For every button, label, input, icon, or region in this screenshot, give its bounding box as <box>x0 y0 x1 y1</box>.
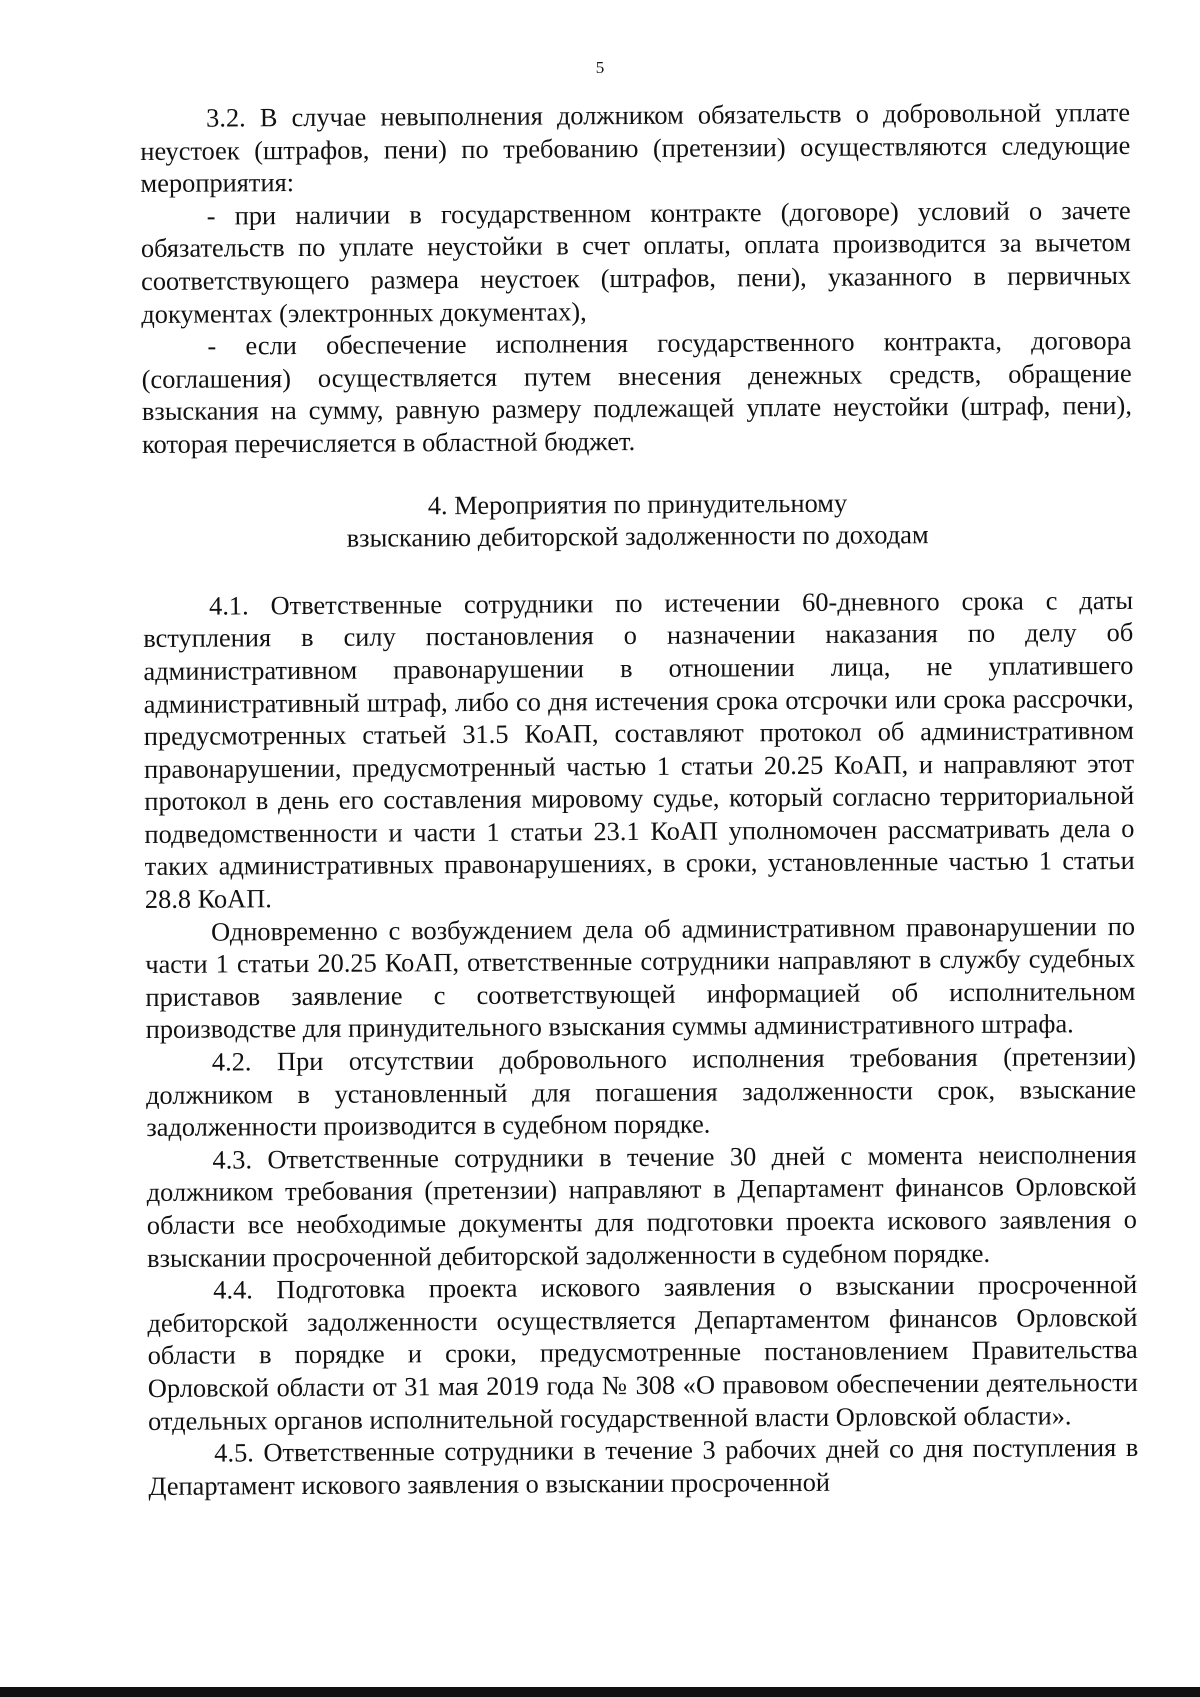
paragraph-3-2: 3.2. В случае невыполнения должником обязательств о добровольной уплате неустоек (штрафов, пени) по требованию (претензии) осуществляются следующие мероприятия: <box>140 96 1131 199</box>
scan-edge-rule <box>0 1687 1200 1697</box>
paragraph-4-1-continued: Одновременно с возбуждением дела об административном правонарушении по части 1 статьи 20.25 КоАП, ответственные сотрудники направляют в службу судебных приставов заявление с соответствующей информацией об исполнительном производстве для принудительного взыскания суммы административного штрафа. <box>145 910 1136 1045</box>
document-body <box>140 96 1139 1502</box>
paragraph-4-3: 4.3. Ответственные сотрудники в течение 30 дней с момента неисполнения должником требования (претензии) направляют в Департамент финансов Орловской области все необходимые документы для подготовки проекта искового заявления о взыскании просроченной дебиторской задолженности в судебном порядке. <box>146 1138 1137 1273</box>
paragraph-4-4: 4.4. Подготовка проекта искового заявления о взыскании просроченной дебиторской задолженности осуществляется Департаментом финансов Орловской области в порядке и сроки, предусмотренные постановлением Правительства Орловской области от 31 мая 2019 года № 308 «О правовом обеспечении деятельности отдельных органов исполнительной государственной власти Орловской области». <box>147 1269 1138 1436</box>
page-number: 5 <box>595 58 605 77</box>
section-4-heading-line-2: взысканию дебиторской задолженности по доходам <box>346 519 929 553</box>
paragraph-4-2: 4.2. При отсутствии добровольного исполнения требования (претензии) должником в установленный для погашения задолженности срок, взыскание задолженности производится в судебном порядке. <box>145 1040 1137 1143</box>
paragraph-4-5: 4.5. Ответственные сотрудники в течение 3 рабочих дней со дня поступления в Департамент искового заявления о взыскании просроченной <box>148 1432 1139 1501</box>
paragraph-4-1: 4.1. Ответственные сотрудники по истечении 60-дневного срока с даты вступления в силу постановления о назначении наказания по делу об административном правонарушении в отношении лица, не уплатившего административный штраф, либо со дня истечения срока отсрочки или срока рассрочки, предусмотренных статьей 31.5 КоАП, составляют протокол об административном правонарушении, предусмотренный частью 1 статьи 20.25 КоАП, и направляют этот протокол в день его составления мировому судье, который согласно территориальной подведомственности и части 1 статьи 23.1 КоАП уполномочен рассматривать дела о таких административных правонарушениях, в сроки, установленные частью 1 статьи 28.8 КоАП. <box>143 584 1135 915</box>
paragraph-3-2-item-1: - при наличии в государственном контракте (договоре) условий о зачете обязательств по уплате неустойки в счет оплаты, оплата производится за вычетом соответствующего размера неустоек (штрафов, пени), указанного в первичных документах (электронных документах), <box>140 194 1132 329</box>
paragraph-3-2-item-2: - если обеспечение исполнения государственного контракта, договора (соглашения) осуществляется путем внесения денежных средств, обращение взыскания на сумму, равную размеру подлежащей уплате неустойки (штраф, пени), которая перечисляется в областной бюджет. <box>141 325 1132 459</box>
section-4-heading <box>142 484 1132 555</box>
section-4-heading-line-1: 4. Мероприятия по принудительному <box>427 487 848 520</box>
